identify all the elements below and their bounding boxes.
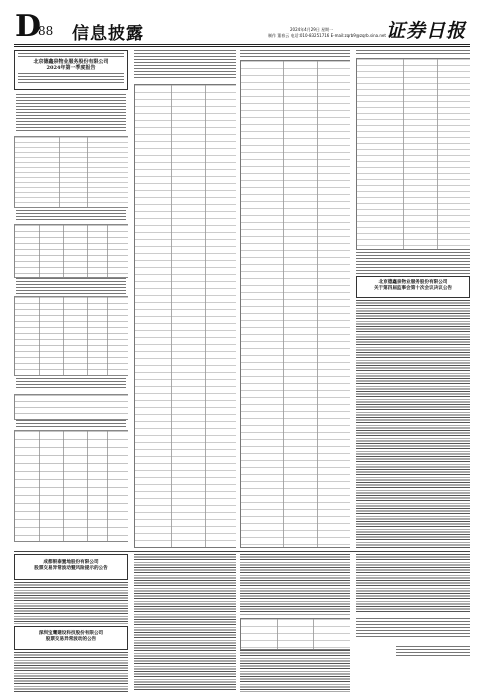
bottom-col3-text-2 (240, 650, 350, 692)
bottom-col2-text (134, 554, 236, 692)
notice-box-right (356, 276, 470, 298)
shareholder-table (14, 224, 128, 278)
col3-text-top (240, 50, 350, 58)
bottom-notice2-text (14, 652, 128, 692)
shareholder-table-2 (14, 296, 128, 376)
notice-company-title: 北京德鑫泉物业服务股份有限公司 (33, 59, 109, 65)
col4-text-top (356, 50, 470, 56)
report-text-1 (16, 94, 126, 132)
bottom-col4-signature (396, 646, 470, 656)
bottom-notice-box-1 (14, 554, 128, 580)
bottom-notice2-company: 深圳宝鹰建设科技股份有限公司 (38, 631, 104, 636)
bottom-column-4 (356, 554, 470, 694)
column-2 (134, 50, 236, 548)
bottom-col3-text-1 (240, 554, 350, 616)
column-4 (356, 50, 470, 550)
table-small (14, 394, 128, 420)
bottom-column-2 (134, 554, 236, 694)
col2-text-top (134, 50, 236, 80)
report-text-4 (16, 378, 126, 390)
bottom-rule (14, 551, 470, 552)
right-notice-title: 关于第四届监事会第十次会议决议公告 (373, 286, 453, 291)
section-title: 信息披露 (72, 24, 144, 44)
column-3 (240, 50, 350, 548)
col4-text-mid (356, 252, 470, 274)
financial-table-1 (14, 136, 128, 208)
column-1 (14, 50, 128, 550)
notice-report-title: 2024年第一季度报告 (46, 65, 96, 71)
page-header (0, 0, 484, 46)
bottom-col4-text-1 (356, 554, 470, 614)
bottom-col3-table (240, 618, 350, 650)
bottom-notice1-text (14, 582, 128, 624)
bottom-notice1-title: 股票交易异常波动暨风险提示的公告 (34, 566, 108, 571)
header-rule-thin (14, 46, 470, 47)
bottom-column-3 (240, 554, 350, 694)
table-large (14, 430, 128, 542)
section-letter: D (15, 9, 42, 44)
issue-date: 2024年4月29日 星期一 (290, 27, 334, 32)
header-rule (14, 44, 470, 45)
stock-code-line (18, 53, 124, 57)
section-number: 88 (38, 24, 54, 38)
bottom-notice2-title: 股票交易异常波动的公告 (45, 637, 97, 642)
editor-info: 制作 董春云 电话:010-83251716 E-mail:zqrb9@zqrb.sina.net (268, 33, 386, 38)
right-notice-company: 北京德鑫泉物业服务股份有限公司 (378, 280, 448, 285)
balance-sheet-table (134, 84, 236, 548)
report-text-5 (16, 420, 126, 428)
report-text-3 (16, 278, 126, 294)
report-text-2 (16, 210, 126, 220)
cashflow-table (356, 58, 470, 250)
newspaper-masthead: 证券日报 (386, 20, 467, 42)
col4-body-text (356, 300, 470, 548)
income-statement-table (240, 60, 350, 548)
bottom-column-1 (14, 554, 128, 694)
notice-intro-text (18, 73, 124, 83)
notice-header-box (14, 50, 128, 90)
bottom-col4-text-2 (356, 618, 470, 638)
bottom-notice-box-2 (14, 626, 128, 650)
bottom-notice1-company: 成都银泰置地股份有限公司 (43, 560, 99, 565)
